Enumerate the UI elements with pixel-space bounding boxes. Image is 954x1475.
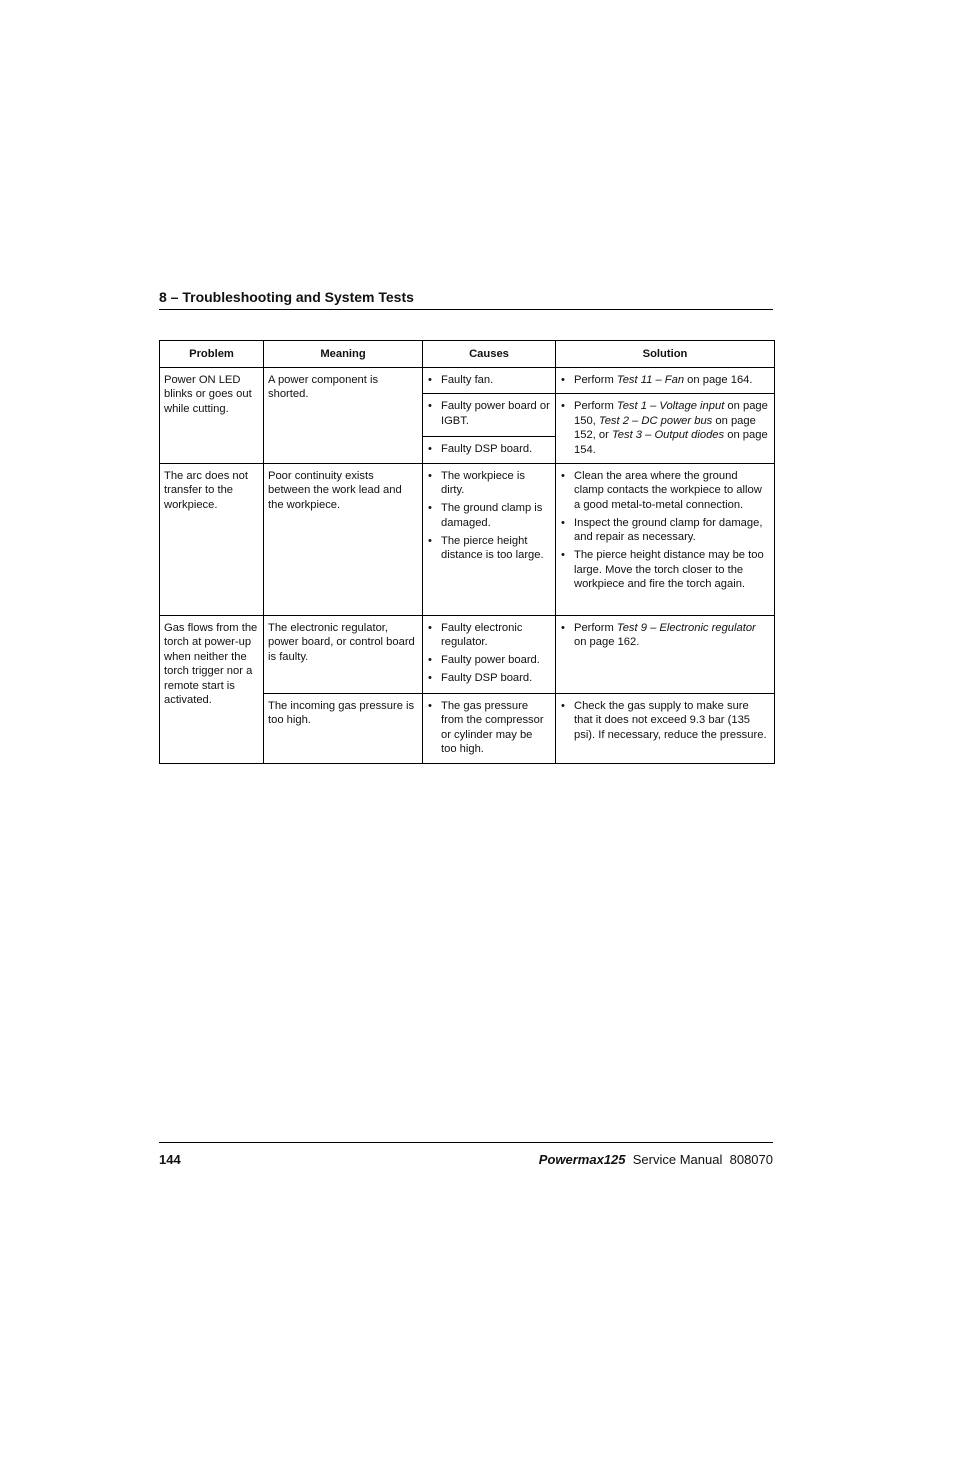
test-reference: Test 11 – Fan: [616, 374, 685, 386]
solution-cell: [556, 694, 775, 764]
cause-item: • The ground clamp is damaged.: [427, 501, 550, 530]
test-reference: Test 1 – Voltage input: [616, 400, 725, 413]
test-reference: Test 3 – Output diodes: [611, 429, 725, 442]
test-reference: Test 9 – Electronic regulator: [616, 622, 756, 635]
cause-item: • Faulty electronic regulator.: [427, 621, 550, 650]
cause-item: • Faulty fan.: [427, 373, 550, 387]
test-reference: Test 2 – DC power bus: [598, 414, 713, 427]
column-header-problem: Problem: [160, 341, 264, 368]
cause-item: • Faulty power board.: [427, 653, 550, 667]
solution-cell: [556, 616, 775, 694]
section-header: 8 – Troubleshooting and System Tests: [159, 288, 773, 310]
column-header-solution: Solution: [556, 341, 775, 368]
cause-item: • The gas pressure from the compressor or cylinder may be too high.: [427, 699, 550, 757]
solution-item: • Perform Test 9 – Electronic regulator on page 162.: [560, 621, 769, 650]
solution-item: • Inspect the ground clamp for damage, and repair as necessary.: [560, 516, 769, 545]
cause-cell: [423, 694, 556, 764]
meaning-cell: The electronic regulator, power board, or control board is faulty.: [264, 616, 423, 694]
solution-cell: [556, 394, 775, 464]
cause-item: • Faulty DSP board.: [427, 442, 550, 456]
solution-cell: [556, 368, 775, 394]
cause-cell: [423, 616, 556, 694]
cause-item: • The workpiece is dirty.: [427, 469, 550, 498]
table-header-row: [160, 341, 775, 368]
footer-divider: [159, 1142, 773, 1143]
column-header-meaning: Meaning: [264, 341, 423, 368]
document-title: Service Manual: [632, 1152, 723, 1167]
solution-item: • Perform Test 11 – Fan on page 164.: [560, 373, 769, 387]
cause-cell: [423, 436, 556, 463]
problem-cell: Power ON LED blinks or goes out while cutting.: [160, 368, 264, 464]
meaning-cell: Poor continuity exists between the work lead and the workpiece.: [264, 464, 423, 616]
page-number: 144: [159, 1152, 181, 1167]
cause-cell: [423, 464, 556, 616]
cause-item: • Faulty power board or IGBT.: [427, 399, 550, 428]
problem-cell: The arc does not transfer to the workpiece.: [160, 464, 264, 616]
cause-item: • The pierce height distance is too large.: [427, 534, 550, 563]
solution-item: • Perform Test 1 – Voltage input on page 150, Test 2 – DC power bus on page 152, or Test 3 – Output diodes on page 154.: [560, 399, 769, 457]
table-row: [160, 616, 775, 694]
troubleshooting-table: [159, 340, 775, 764]
document-number: 808070: [729, 1152, 773, 1167]
cause-item: • Faulty DSP board.: [427, 671, 550, 685]
problem-cell: Gas flows from the torch at power-up when neither the torch trigger nor a remote start is activated.: [160, 616, 264, 764]
solution-item: • Clean the area where the ground clamp contacts the workpiece to allow a good metal-to-metal connection.: [560, 469, 769, 512]
product-name: Powermax125: [538, 1152, 626, 1167]
meaning-cell: The incoming gas pressure is too high.: [264, 694, 423, 764]
meaning-cell: A power component is shorted.: [264, 368, 423, 464]
solution-cell: [556, 464, 775, 616]
document-identifier: [539, 1152, 773, 1167]
table-row: [160, 368, 775, 394]
column-header-causes: Causes: [423, 341, 556, 368]
table-row: [160, 464, 775, 616]
cause-cell: [423, 368, 556, 394]
solution-item: • Check the gas supply to make sure that it does not exceed 9.3 bar (135 psi). If necessary, reduce the pressure.: [560, 699, 769, 742]
solution-item: • The pierce height distance may be too large. Move the torch closer to the workpiece and fire the torch again.: [560, 548, 769, 591]
cause-cell: [423, 394, 556, 436]
